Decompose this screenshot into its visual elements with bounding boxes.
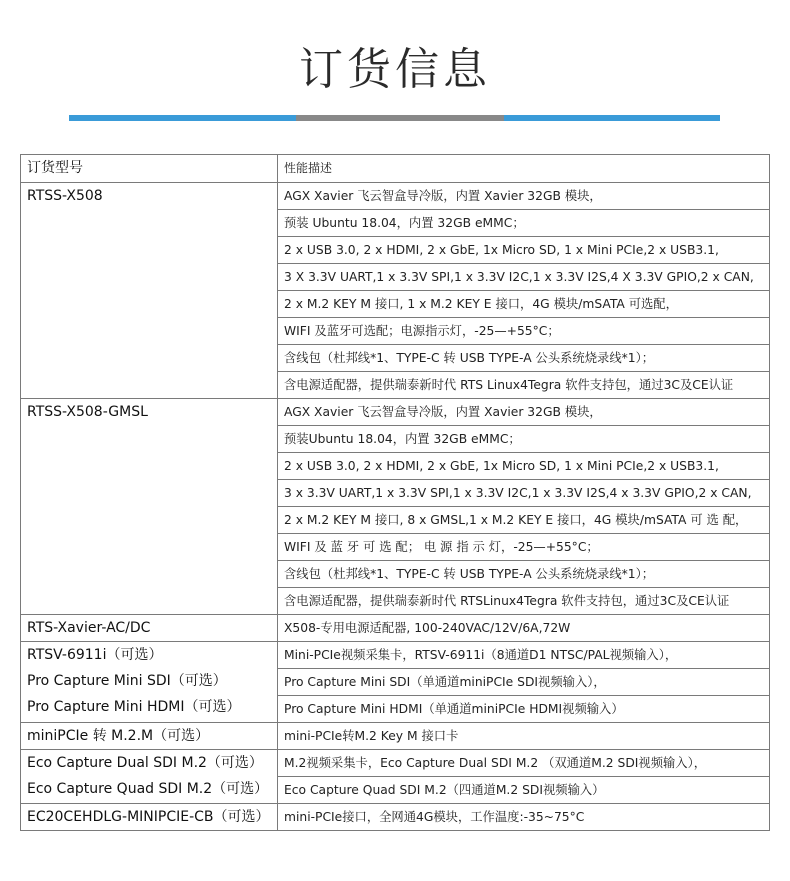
header-model: 订货型号 (21, 155, 278, 183)
desc-cell: 2 x USB 3.0, 2 x HDMI, 2 x GbE, 1x Micro SD, 1 x Mini PCIe,2 x USB3.1, (278, 237, 770, 264)
title-underline-middle (296, 115, 504, 121)
page-title: 订货信息 (299, 44, 491, 95)
desc-cell: Mini-PCIe视频采集卡，RTSV-6911i（8通道D1 NTSC/PAL视频输入）， (278, 642, 770, 669)
desc-cell: WIFI 及 蓝 牙 可 选 配； 电 源 指 示 灯，-25—+55°C； (278, 534, 770, 561)
table-row (21, 750, 770, 777)
desc-cell: Eco Capture Quad SDI M.2（四通道M.2 SDI视频输入） (278, 777, 770, 804)
table-header-row (21, 155, 770, 183)
desc-cell: 2 x M.2 KEY M 接口, 1 x M.2 KEY E 接口，4G 模块/mSATA 可选配， (278, 291, 770, 318)
model-line: RTSV-6911i（可选） (27, 647, 163, 663)
table-row (21, 804, 770, 831)
desc-cell: Pro Capture Mini SDI（单通道miniPCIe SDI视频输入）， (278, 669, 770, 696)
desc-cell: 含线包（杜邦线*1、TYPE-C 转 USB TYPE-A 公头系统烧录线*1）； (278, 561, 770, 588)
title-underline-right (504, 115, 720, 121)
desc-cell: AGX Xavier 飞云智盒导冷版，内置 Xavier 32GB 模块， (278, 399, 770, 426)
desc-cell: mini-PCIe转M.2 Key M 接口卡 (278, 723, 770, 750)
model-line: Eco Capture Quad SDI M.2（可选） (27, 781, 269, 797)
model-line: Pro Capture Mini SDI（可选） (27, 673, 227, 689)
desc-cell: 含线包（杜邦线*1、TYPE-C 转 USB TYPE-A 公头系统烧录线*1）； (278, 345, 770, 372)
desc-cell: 预装Ubuntu 18.04，内置 32GB eMMC； (278, 426, 770, 453)
model-cell: miniPCIe 转 M.2.M（可选） (21, 723, 278, 750)
title-underline-left (69, 115, 296, 121)
model-cell-stack (21, 642, 278, 723)
model-line: Eco Capture Dual SDI M.2（可选） (27, 755, 263, 771)
desc-cell: M.2视频采集卡，Eco Capture Dual SDI M.2 （双通道M.2 SDI视频输入）， (278, 750, 770, 777)
desc-cell: 3 X 3.3V UART,1 x 3.3V SPI,1 x 3.3V I2C,1 x 3.3V I2S,4 X 3.3V GPIO,2 x CAN, (278, 264, 770, 291)
table-row (21, 399, 770, 426)
model-cell: RTS-Xavier-AC/DC (21, 615, 278, 642)
desc-cell: Pro Capture Mini HDMI（单通道miniPCIe HDMI视频输入） (278, 696, 770, 723)
desc-cell: 预装 Ubuntu 18.04，内置 32GB eMMC； (278, 210, 770, 237)
desc-cell: 含电源适配器，提供瑞泰新时代 RTS Linux4Tegra 软件支持包，通过3C及CE认证 (278, 372, 770, 399)
desc-cell: mini-PCIe接口，全网通4G模块，工作温度:-35~75°C (278, 804, 770, 831)
model-line: Pro Capture Mini HDMI（可选） (27, 699, 241, 715)
order-info-table (20, 154, 770, 831)
model-cell: RTSS-X508-GMSL (21, 399, 278, 615)
header-desc: 性能描述 (278, 155, 770, 183)
table-row (21, 723, 770, 750)
table-row (21, 615, 770, 642)
model-cell: RTSS-X508 (21, 183, 278, 399)
table-row (21, 642, 770, 669)
desc-cell: AGX Xavier 飞云智盒导冷版，内置 Xavier 32GB 模块， (278, 183, 770, 210)
model-cell: EC20CEHDLG-MINIPCIE-CB（可选） (21, 804, 278, 831)
desc-cell: 2 x USB 3.0, 2 x HDMI, 2 x GbE, 1x Micro SD, 1 x Mini PCIe,2 x USB3.1, (278, 453, 770, 480)
model-cell-stack (21, 750, 278, 804)
table-row (21, 183, 770, 210)
desc-cell: 2 x M.2 KEY M 接口, 8 x GMSL,1 x M.2 KEY E 接口，4G 模块/mSATA 可 选 配， (278, 507, 770, 534)
desc-cell: WIFI 及蓝牙可选配；电源指示灯，-25—+55°C； (278, 318, 770, 345)
desc-cell: 3 x 3.3V UART,1 x 3.3V SPI,1 x 3.3V I2C,1 x 3.3V I2S,4 x 3.3V GPIO,2 x CAN, (278, 480, 770, 507)
desc-cell: 含电源适配器，提供瑞泰新时代 RTSLinux4Tegra 软件支持包，通过3C及CE认证 (278, 588, 770, 615)
desc-cell: X508-专用电源适配器, 100-240VAC/12V/6A,72W (278, 615, 770, 642)
